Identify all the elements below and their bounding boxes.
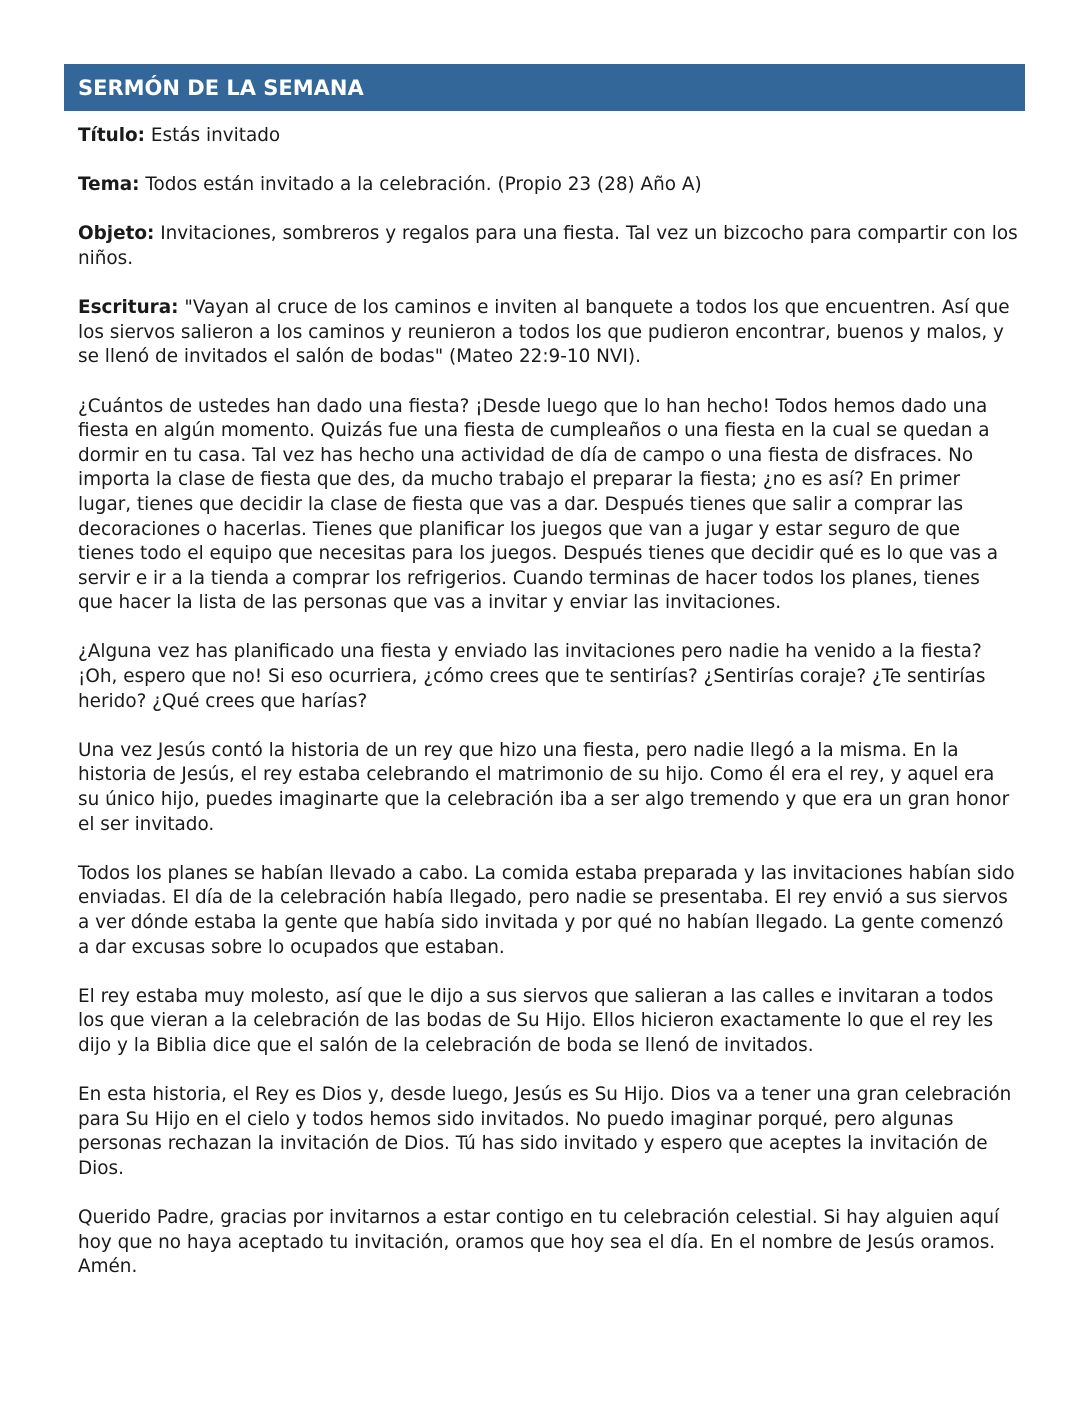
field-value-escritura: "Vayan al cruce de los caminos e inviten al banquete a todos los que encuentren. Así que los siervos salieron a los caminos y reunieron a todos los que pudieron encontrar, buenos y malos, y se llenó de invitados el salón de bodas" (Mateo 22:9-10 NVI). <box>78 297 1010 368</box>
body-paragraph: Todos los planes se habían llevado a cabo. La comida estaba preparada y las invitaciones habían sido enviadas. El día de la celebración había llegado, pero nadie se presentaba. El rey envió a sus siervos a ver dónde estaba la gente que había sido invitada y por qué no habían llegado. La gente comenzó a dar excusas sobre lo ocupados que estaban. <box>78 862 1015 958</box>
field-value-objeto: Invitaciones, sombreros y regalos para una fiesta. Tal vez un bizcocho para compartir con los niños. <box>78 223 1018 269</box>
body-paragraph: El rey estaba muy molesto, así que le dijo a sus siervos que salieran a las calles e invitaran a todos los que vieran a la celebración de las bodas de Su Hijo. Ellos hicieron exactamente lo que el rey les dijo y la Biblia dice que el salón de la celebración de boda se llenó de invitados. <box>78 985 994 1056</box>
body-paragraph: Una vez Jesús contó la historia de un rey que hizo una fiesta, pero nadie llegó a la misma. En la historia de Jesús, el rey estaba celebrando el matrimonio de su hijo. Como él era el rey, y aquel era su único hijo, puedes imaginarte que la celebración iba a ser algo tremendo y que era un gran honor el ser invitado. <box>78 739 1010 835</box>
body-paragraph: En esta historia, el Rey es Dios y, desde luego, Jesús es Su Hijo. Dios va a tener una gran celebración para Su Hijo en el cielo y todos hemos sido invitados. No puedo imaginar porqué, pero algunas personas rechazan la invitación de Dios. Tú has sido invitado y espero que aceptes la invitación de Dios. <box>78 1084 1012 1179</box>
field-label-titulo: Título: <box>78 125 146 146</box>
body-paragraph: ¿Cuántos de ustedes han dado una fiesta? ¡Desde luego que lo han hecho! Todos hemos dado una fiesta en algún momento. Quizás fue una fiesta de cumpleaños o una fiesta en la cual se quedan a dormir en tu casa. Tal vez has hecho una actividad de día de campo o una fiesta de disfraces. No importa la clase de fiesta que des, da mucho trabajo el preparar la fiesta; ¿no es así? En primer lugar, tienes que decidir la clase de fiesta que vas a dar. Después tienes que salir a comprar las decoraciones o hacerlas. Tienes que planificar los juegos que van a jugar y estar seguro de que tienes todo el equipo que necesitas para los juegos. Después tienes que decidir qué es lo que vas a servir e ir a la tienda a comprar los refrigerios. Cuando terminas de hacer todos los planes, tienes que hacer la lista de las personas que vas a invitar y enviar las invitaciones. <box>78 395 999 614</box>
body-paragraph: ¿Alguna vez has planificado una fiesta y enviado las invitaciones pero nadie ha venido a la fiesta? ¡Oh, espero que no! Si eso ocurriera, ¿cómo crees que te sentirías? ¿Sentirías coraje? ¿Te sentirías herido? ¿Qué crees que harías? <box>78 641 986 712</box>
sermon-body <box>78 124 1018 1305</box>
page-title: SERMÓN DE LA SEMANA <box>78 75 364 100</box>
field-titulo <box>78 124 1018 149</box>
closing-prayer: Querido Padre, gracias por invitarnos a estar contigo en tu celebración celestial. Si hay alguien aquí hoy que no haya aceptado tu invitación, oramos que hoy sea el día. En el nombre de Jesús oramos. Amén. <box>78 1207 1000 1278</box>
field-tema <box>78 173 1018 198</box>
field-objeto <box>78 222 1018 271</box>
field-label-tema: Tema: <box>78 174 140 196</box>
field-value-titulo: Estás invitado <box>145 125 281 146</box>
field-escritura <box>78 296 1018 370</box>
section-header <box>64 64 1025 111</box>
field-label-objeto: Objeto: <box>78 223 155 245</box>
field-label-escritura: Escritura: <box>78 297 179 319</box>
field-value-tema: Todos están invitado a la celebración. (Propio 23 (28) Año A) <box>139 174 702 196</box>
